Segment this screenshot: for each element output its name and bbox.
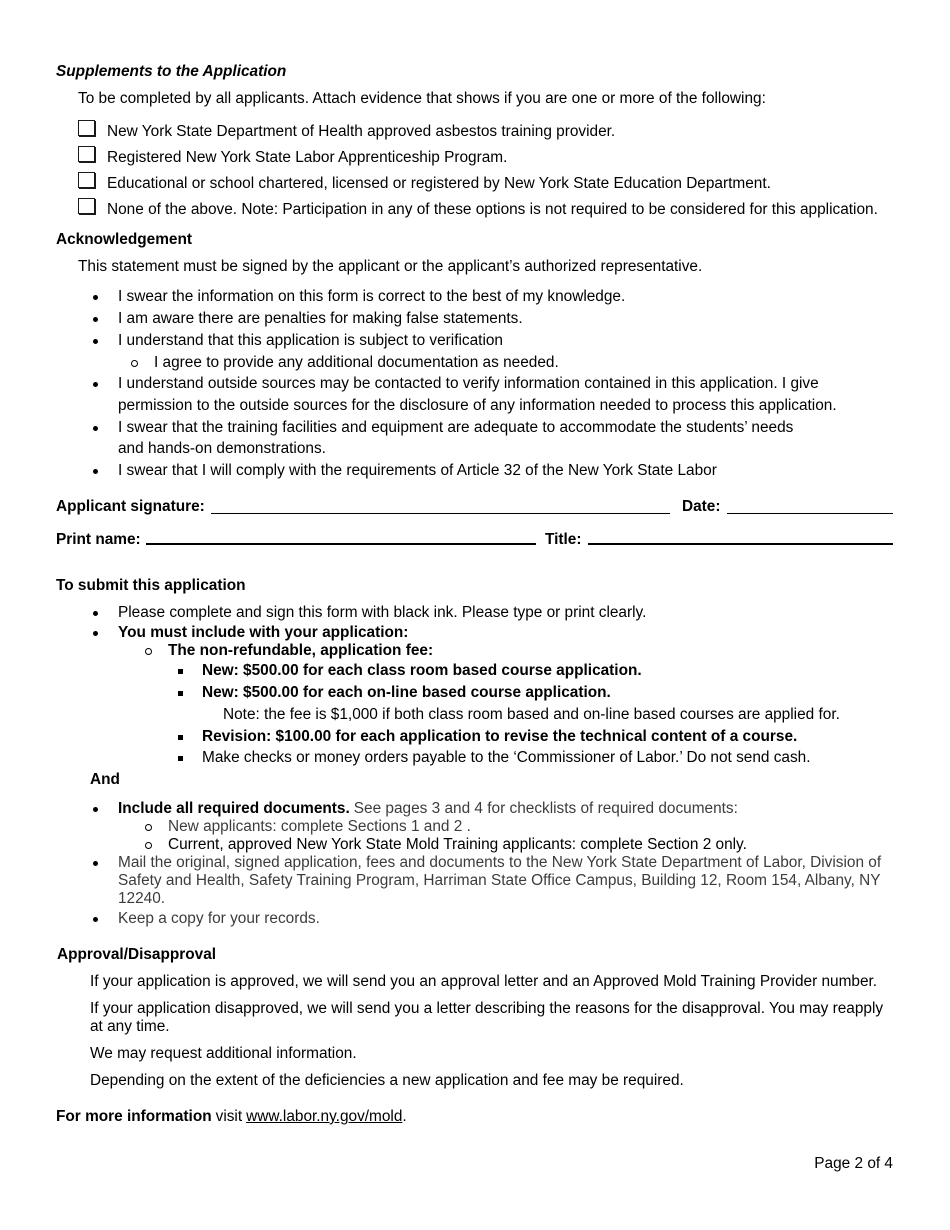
documents-sub-item-current [168, 836, 747, 854]
submit-item-must-include [118, 624, 408, 642]
print-name-field[interactable] [146, 527, 536, 545]
ack-item-penalties [118, 310, 523, 328]
more-info-visit: visit [215, 1108, 243, 1125]
submit-item-keep-copy [118, 910, 320, 928]
submit-heading: To submit this application [56, 577, 246, 594]
ack-item-text: I swear that the training facilities and equipment are adequate to accommodate the students’ needs [118, 419, 794, 436]
ack-item-text: I am aware there are penalties for making false statements. [118, 310, 523, 327]
date-field[interactable] [727, 497, 893, 514]
square-bullet-icon [178, 756, 183, 761]
option-label-asbestos-provider: New York State Department of Health approved asbestos training provider. [107, 123, 616, 140]
documents-bold-text: Include all required documents. [118, 800, 350, 817]
applicant-signature-label: Applicant signature: [56, 498, 205, 515]
mail-text: Mail the original, signed application, fees and documents to the New York State Department of Labor, Division of [118, 854, 882, 871]
option-label-education-department: Educational or school chartered, licensed or registered by New York State Education Department. [107, 175, 771, 192]
fee-payment [202, 749, 811, 767]
fee-text: New: $500.00 for each on-line based course application. [202, 684, 611, 701]
option-label-apprenticeship-program: Registered New York State Labor Apprenticeship Program. [107, 149, 508, 166]
bullet-icon [93, 339, 98, 344]
ack-item-text: I understand outside sources may be contacted to verify information contained in this application. I give [118, 375, 819, 392]
fee-heading-text: The non-refundable, application fee: [168, 642, 434, 659]
approval-additional-text: We may request additional information. [90, 1045, 357, 1062]
and-label: And [90, 771, 120, 788]
checkbox-none-of-the-above[interactable] [78, 198, 95, 214]
hollow-bullet-icon [145, 824, 152, 831]
ack-item-accuracy [118, 288, 625, 306]
hollow-bullet-icon [131, 360, 138, 367]
date-label: Date: [682, 498, 721, 515]
hollow-bullet-icon [145, 842, 152, 849]
bullet-icon [93, 807, 98, 812]
submit-item-mail-cont: Safety and Health, Safety Training Program, Harriman State Office Campus, Building 12, Room 154, Albany, NY [118, 872, 881, 889]
hollow-bullet-icon [145, 648, 152, 655]
documents-sub-item-new [168, 818, 471, 836]
approval-heading: Approval/Disapproval [57, 946, 217, 963]
approval-deficiencies-text: Depending on the extent of the deficiencies a new application and fee may be required. [90, 1072, 684, 1089]
documents-text: See pages 3 and 4 for checklists of required documents: [353, 800, 738, 817]
bullet-icon [93, 426, 98, 431]
ack-item-text: I understand that this application is subject to verification [118, 332, 503, 349]
ack-item-facilities [118, 419, 793, 437]
bullet-icon [93, 469, 98, 474]
fee-text: Make checks or money orders payable to the ‘Commissioner of Labor.’ Do not send cash. [202, 749, 811, 766]
checkbox-education-department[interactable] [78, 172, 95, 188]
square-bullet-icon [178, 735, 183, 740]
bullet-icon [93, 917, 98, 922]
more-info-label: For more information [56, 1108, 212, 1125]
fee-text: New: $500.00 for each class room based course application. [202, 662, 642, 679]
ack-sub-item-text: I agree to provide any additional documentation as needed. [154, 354, 559, 371]
documents-sub-item-text: New applicants: complete Sections 1 and 2 . [168, 818, 471, 835]
submit-item-mail [118, 854, 881, 872]
approval-disapproved-text-cont: at any time. [90, 1018, 170, 1035]
fee-text: Revision: $100.00 for each application to revise the technical content of a course. [202, 728, 798, 745]
option-label-none-of-the-above: None of the above. Note: Participation in any of these options is not required to be considered for this application. [107, 201, 878, 218]
supplements-intro: To be completed by all applicants. Attach evidence that shows if you are one or more of the following: [78, 90, 766, 107]
page-number: Page 2 of 4 [814, 1155, 893, 1172]
ack-item-outside-sources [118, 375, 819, 393]
acknowledgement-heading: Acknowledgement [56, 231, 192, 248]
fee-note: Note: the fee is $1,000 if both class room based and on-line based courses are applied for. [223, 706, 840, 723]
ack-item-article-32 [118, 462, 717, 480]
fee-online [202, 684, 611, 702]
fee-revision [202, 728, 797, 746]
ack-item-verification [118, 332, 503, 350]
bullet-icon [93, 382, 98, 387]
documents-sub-item-text: Current, approved New York State Mold Training applicants: complete Section 2 only. [168, 836, 747, 853]
submit-item-instructions [118, 604, 646, 622]
more-info-period: . [402, 1108, 407, 1125]
square-bullet-icon [178, 691, 183, 696]
checkbox-asbestos-provider[interactable] [78, 120, 95, 136]
bullet-icon [93, 611, 98, 616]
submit-item-mail-cont: 12240. [118, 890, 166, 907]
ack-item-text: I swear that I will comply with the requirements of Article 32 of the New York State Labor [118, 462, 717, 479]
submit-item-text: You must include with your application: [118, 624, 409, 641]
fee-classroom [202, 662, 642, 680]
approval-disapproved-text: If your application disapproved, we will send you a letter describing the reasons for the disapproval. You may reapply [90, 1000, 884, 1017]
acknowledgement-intro: This statement must be signed by the applicant or the applicant’s authorized representative. [78, 258, 703, 275]
print-name-label: Print name: [56, 531, 141, 548]
ack-item-facilities-cont: and hands-on demonstrations. [118, 440, 326, 457]
applicant-signature-field[interactable] [211, 497, 670, 514]
ack-item-text: I swear the information on this form is correct to the best of my knowledge. [118, 288, 626, 305]
title-label: Title: [545, 531, 582, 548]
bullet-icon [93, 631, 98, 636]
ack-sub-item-documentation [154, 354, 559, 372]
bullet-icon [93, 317, 98, 322]
keep-copy-text: Keep a copy for your records. [118, 910, 320, 927]
bullet-icon [93, 861, 98, 866]
supplements-heading: Supplements to the Application [56, 63, 287, 80]
ack-item-outside-sources-cont: permission to the outside sources for the disclosure of any information needed to process this application. [118, 397, 837, 414]
bullet-icon [93, 295, 98, 300]
title-field[interactable] [588, 527, 893, 545]
mold-website-link[interactable]: www.labor.ny.gov/mold [246, 1108, 403, 1125]
checkbox-apprenticeship-program[interactable] [78, 146, 95, 162]
square-bullet-icon [178, 669, 183, 674]
more-info [56, 1108, 407, 1126]
fee-heading [168, 642, 433, 660]
submit-item-documents [118, 800, 738, 818]
submit-item-text: Please complete and sign this form with black ink. Please type or print clearly. [118, 604, 647, 621]
approval-approved-text: If your application is approved, we will send you an approval letter and an Approved Mold Training Provider number. [90, 973, 878, 990]
